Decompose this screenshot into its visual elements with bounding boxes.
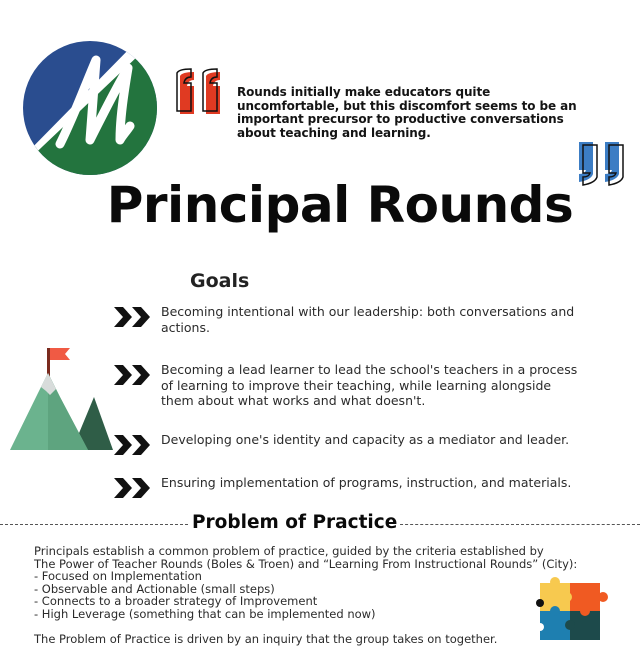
problem-of-practice-heading: Problem of Practice (192, 512, 398, 533)
quote-text: Rounds initially make educators quite uncomfortable, but this discomfort seems to be an important precursor to productive conversations about teaching and learning. (237, 85, 577, 140)
criteria-item: - High Leverage (something that can be implemented now) (34, 606, 376, 621)
intro-line: The Power of Teacher Rounds (Boles & Troen) and “Learning From Instructional Rounds” (City): (34, 556, 578, 571)
double-chevron-right-icon (112, 434, 154, 456)
double-chevron-right-icon (112, 306, 154, 328)
page-title: Principal Rounds (106, 176, 574, 234)
criteria-item: - Focused on Implementation (34, 569, 202, 584)
goal-text: Becoming a lead learner to lead the school's teachers in a process of learning to improve their teaching, while learning alongside them about what works and what doesn't. (161, 362, 578, 408)
dashed-line (0, 524, 188, 525)
dashed-line (395, 524, 640, 525)
double-chevron-right-icon (112, 364, 154, 386)
criteria-item: - Connects to a broader strategy of Improvement (34, 594, 318, 609)
goals-heading: Goals (190, 270, 250, 292)
intro-line: Principals establish a common problem of practice, guided by the criteria established by (34, 544, 544, 558)
open-quote-icon (176, 68, 230, 116)
puzzle-pieces-icon (530, 575, 610, 640)
mountain-flag-icon (10, 345, 115, 450)
school-logo (22, 40, 158, 176)
goal-text: Ensuring implementation of programs, instruction, and materials. (161, 475, 572, 490)
closing-line: The Problem of Practice is driven by an inquiry that the group takes on together. (34, 631, 498, 646)
double-chevron-right-icon (112, 477, 154, 499)
goal-text: Developing one's identity and capacity as a mediator and leader. (161, 432, 570, 447)
problem-of-practice-body (34, 544, 578, 646)
goal-text: Becoming intentional with our leadership: both conversations and actions. (161, 304, 575, 335)
section-divider (0, 512, 640, 534)
criteria-item: - Observable and Actionable (small steps) (34, 581, 275, 596)
